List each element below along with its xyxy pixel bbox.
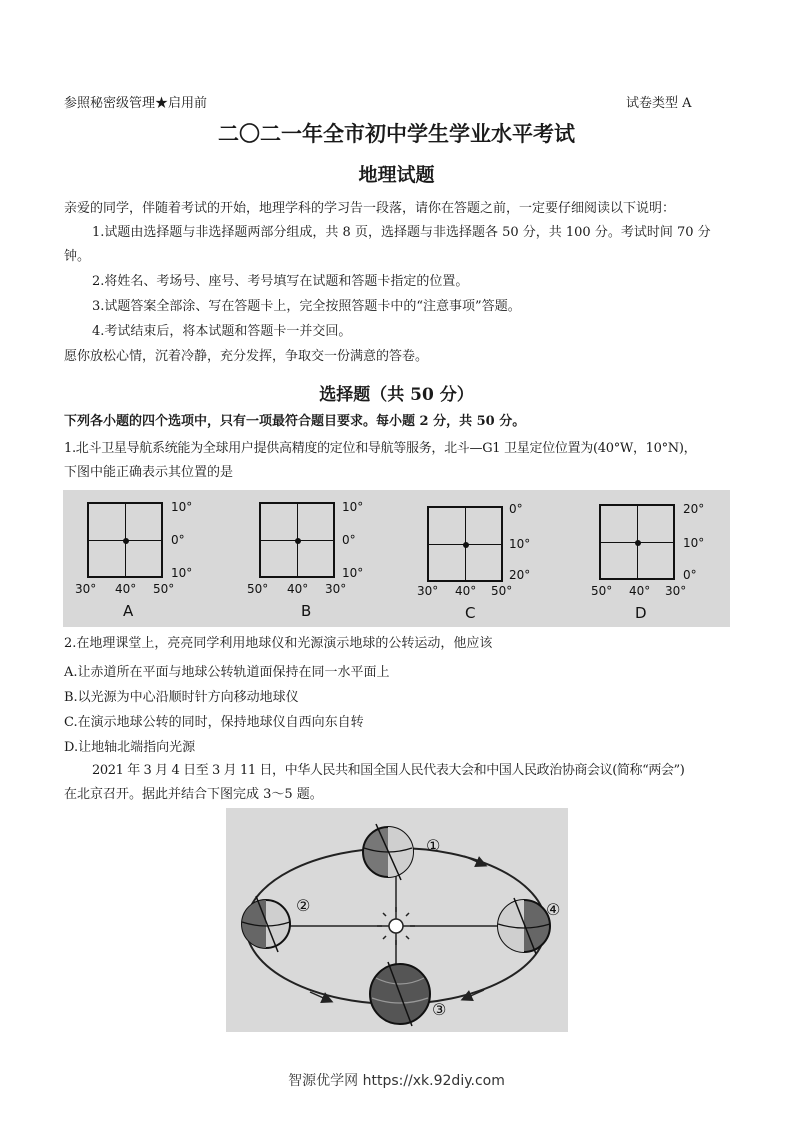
grid-b-lat-bot: 10°: [342, 566, 364, 580]
grid-d: [599, 504, 675, 580]
option-letter-b: B: [301, 602, 312, 620]
grid-d-lat-bot: 0°: [683, 568, 697, 582]
grid-c-lon-mid: 40°: [455, 584, 477, 598]
instruction-2: 2.将姓名、考场号、座号、考号填写在试题和答题卡指定的位置。: [92, 274, 469, 289]
position-label-2: ②: [296, 896, 311, 915]
orbit-svg: [226, 808, 568, 1032]
option-letter-c: C: [465, 604, 476, 622]
passage-text-cont: 在北京召开。据此并结合下图完成 3～5 题。: [64, 787, 323, 802]
q2-option-d: D.让地轴北端指向光源: [64, 740, 196, 755]
earth-position-3: [370, 962, 430, 1026]
grid-b-lon-left: 50°: [247, 582, 269, 596]
grid-c-lat-bot: 20°: [509, 568, 531, 582]
grid-c-lat-mid: 10°: [509, 537, 531, 551]
position-dot: [635, 540, 641, 546]
grid-a-lon-right: 50°: [153, 582, 175, 596]
q2-option-c: C.在演示地球公转的同时，保持地球仪自西向东自转: [64, 715, 364, 730]
footer-watermark: 智源优学网 https://xk.92diy.com: [288, 1073, 505, 1089]
grid-a: [87, 502, 163, 578]
grid-b-lat-top: 10°: [342, 500, 364, 514]
grid-b-lon-right: 30°: [325, 582, 347, 596]
q2-option-b: B.以光源为中心沿顺时针方向移动地球仪: [64, 690, 299, 705]
instruction-1-cont: 钟。: [64, 249, 91, 264]
earth-orbit-diagram: [226, 808, 568, 1032]
grid-c-lat-top: 0°: [509, 502, 523, 516]
orbit-arrow: [464, 856, 482, 864]
grid-c-lon-left: 30°: [417, 584, 439, 598]
grid-b: [259, 502, 335, 578]
q2-stem: 2.在地理课堂上，亮亮同学利用地球仪和光源演示地球的公转运动，他应该: [64, 636, 493, 651]
exam-title: 二〇二一年全市初中学生学业水平考试: [218, 121, 575, 146]
q1-stem-cont: 下图中能正确表示其位置的是: [64, 465, 234, 480]
grid-b-lat-mid: 0°: [342, 533, 356, 547]
passage-text: 2021 年 3 月 4 日至 3 月 11 日，中华人民共和国全国人民代表大会和中国人民政治协商会议(简称“两会”): [92, 763, 685, 778]
position-label-4: ④: [546, 900, 561, 919]
position-dot: [295, 538, 301, 544]
instructions-intro: 亲爱的同学，伴随着考试的开始，地理学科的学习告一段落，请你在答题之前，一定要仔细阅读以下说明：: [64, 201, 676, 216]
instructions-wish: 愿你放松心情，沉着冷静，充分发挥，争取交一份满意的答卷。: [64, 349, 429, 364]
grid-d-lat-mid: 10°: [683, 536, 705, 550]
position-label-3: ③: [432, 1000, 447, 1019]
position-label-1: ①: [426, 836, 441, 855]
grid-a-lat-top: 10°: [171, 500, 193, 514]
grid-c: [427, 506, 503, 582]
confidentiality-label: 参照秘密级管理★启用前: [64, 96, 208, 111]
q1-figure: [63, 490, 730, 627]
option-letter-d: D: [635, 604, 647, 622]
subject-title: 地理试题: [358, 164, 435, 186]
earth-position-4: [498, 898, 550, 954]
grid-d-lat-top: 20°: [683, 502, 705, 516]
grid-a-lon-mid: 40°: [115, 582, 137, 596]
grid-c-lon-right: 50°: [491, 584, 513, 598]
option-letter-a: A: [123, 602, 134, 620]
position-dot: [123, 538, 129, 544]
section-directions: 下列各小题的四个选项中，只有一项最符合题目要求。每小题 2 分，共 50 分。: [64, 414, 526, 429]
grid-b-lon-mid: 40°: [287, 582, 309, 596]
grid-a-lat-bot: 10°: [171, 566, 193, 580]
instruction-1: 1.试题由选择题与非选择题两部分组成，共 8 页，选择题与非选择题各 50 分，共 100 分。考试时间 70 分: [92, 225, 711, 240]
paper-type-label: 试卷类型 A: [626, 96, 692, 111]
grid-d-lon-mid: 40°: [629, 584, 651, 598]
section-title: 选择题（共 50 分）: [319, 385, 474, 405]
grid-d-lon-left: 50°: [591, 584, 613, 598]
instruction-4: 4.考试结束后，将本试题和答题卡一并交回。: [92, 324, 352, 339]
grid-a-lat-mid: 0°: [171, 533, 185, 547]
grid-d-lon-right: 30°: [665, 584, 687, 598]
grid-a-lon-left: 30°: [75, 582, 97, 596]
q2-option-a: A.让赤道所在平面与地球公转轨道面保持在同一水平面上: [64, 665, 390, 680]
instruction-3: 3.试题答案全部涂、写在答题卡上，完全按照答题卡中的“注意事项”答题。: [92, 299, 521, 314]
earth-position-1: [363, 824, 413, 880]
position-dot: [463, 542, 469, 548]
q1-stem: 1.北斗卫星导航系统能为全球用户提供高精度的定位和导航等服务，北斗—G1 卫星定位位置为(40°W，10°N)，: [64, 441, 697, 456]
